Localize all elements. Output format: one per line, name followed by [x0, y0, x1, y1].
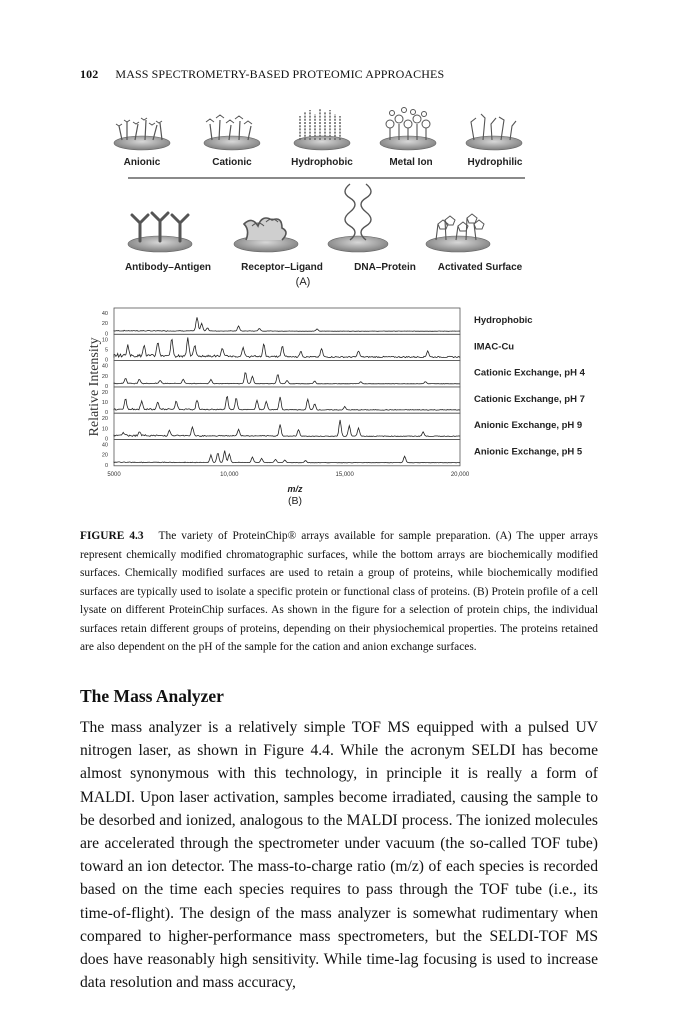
- series-label: Anionic Exchange, pH 5: [474, 446, 583, 458]
- x-tick-label: 15,000: [335, 471, 354, 478]
- chip-label-hydrophilic: Hydrophilic: [467, 157, 523, 168]
- spectrum-panel-frame: [114, 308, 460, 334]
- y-tick-label: 10: [101, 400, 108, 407]
- figure-caption: [80, 527, 598, 657]
- panel-a-tag: (A): [295, 276, 311, 288]
- figure-caption-text: The variety of ProteinChip® arrays available for sample preparation. (A) The upper arrays represent chemically modified chromatographic surfaces, while the bottom arrays are biochemically modified surfaces. Chemically modified surfaces are used to retain a group of proteins, while biochemically modified surfaces are typically used to isolate a specific protein or functional class of proteins. (B) Protein profile of a cell lysate on different ProteinChip surfaces. As shown in the figure for a selection of protein chips, the individual surfaces retain different groups of proteins, depending on their physiochemical properties. The proteins retained are also dependent on the pH of the sample for the cation and anion exchange surfaces.: [80, 530, 598, 653]
- x-tick-label: 20,000: [450, 471, 470, 478]
- chip-label-receptor-ligand: Receptor–Ligand: [241, 262, 323, 273]
- y-tick-label: 20: [101, 452, 108, 459]
- series-label: IMAC-Cu: [474, 341, 515, 353]
- spectrum-line: [114, 420, 460, 437]
- y-axis-label: Relative Intensity: [87, 337, 102, 437]
- x-axis-label: m/z: [287, 483, 303, 494]
- y-tick-label: 20: [101, 373, 108, 380]
- y-tick-label: 0: [104, 383, 108, 390]
- chip-label-dna-protein: DNA–Protein: [354, 262, 416, 273]
- chip-label-anionic: Anionic: [123, 157, 161, 168]
- series-label: Hydrophobic: [474, 315, 533, 326]
- chip-label-antibody-antigen: Antibody–Antigen: [124, 262, 212, 273]
- x-tick-label: 5000: [107, 471, 121, 478]
- y-tick-label: 0: [104, 331, 108, 338]
- y-tick-label: 20: [101, 321, 108, 328]
- body-paragraph: The mass analyzer is a relatively simple TOF MS equipped with a pulsed UV nitrogen laser, as shown in Figure 4.4. While the acronym SELDI has become almost synonymous with this technology, in principle it is really a form of MALDI. Upon laser activation, samples become irradiated, causing the sample to be desorbed and ionized, analogous to the MALDI process. The ionized molecules are accelerated through the spectrometer under vacuum (the so-called TOF tube) toward an ion detector. The mass-to-charge ratio (m/z) of each species is recorded based on the time each species requires to pass through the TOF tube (i.e., its time-of-flight). The design of the mass analyzer is somewhat rudimentary when compared to higher-performance mass spectrometers, but the SELDI-TOF MS does have reasonably high sensitivity. While time-lag focusing is used to increase data resolution and mass accuracy,: [80, 719, 598, 992]
- series-label: Anionic Exchange, pH 9: [474, 420, 583, 432]
- y-tick-label: 0: [104, 462, 108, 469]
- y-tick-label: 40: [101, 363, 108, 370]
- x-tick-label: 10,000: [220, 471, 239, 478]
- y-tick-label: 20: [101, 416, 108, 423]
- chip-label-activated-surface: Activated Surface: [437, 262, 523, 273]
- figure-caption-label: FIGURE 4.3: [80, 530, 144, 542]
- chip-label-cationic: Cationic: [212, 157, 252, 168]
- spectrum-line: [114, 451, 460, 463]
- series-label: Cationic Exchange, pH 4: [474, 367, 585, 379]
- y-tick-label: 0: [104, 436, 108, 443]
- y-tick-label: 20: [101, 389, 108, 396]
- spectrum-line: [114, 397, 460, 411]
- y-tick-label: 0: [104, 357, 108, 364]
- section-title: The Mass Analyzer: [80, 686, 224, 706]
- y-tick-label: 40: [101, 442, 108, 449]
- chip-label-metal-ion: Metal Ion: [389, 157, 433, 168]
- y-tick-label: 10: [101, 426, 108, 433]
- spectrum-line: [114, 317, 460, 331]
- y-tick-label: 40: [101, 311, 108, 317]
- chip-label-hydrophobic: Hydrophobic: [291, 157, 353, 168]
- running-title: MASS SPECTROMETRY-BASED PROTEOMIC APPROACHES: [115, 67, 445, 81]
- y-tick-label: 10: [101, 337, 108, 344]
- y-tick-label: 5: [104, 347, 108, 354]
- spectrum-line: [114, 337, 460, 357]
- y-tick-label: 0: [104, 410, 108, 417]
- panel-b-tag: (B): [288, 494, 302, 507]
- spectrum-line: [114, 373, 460, 384]
- page-number: 102: [80, 67, 99, 81]
- series-label: Cationic Exchange, pH 7: [474, 393, 585, 405]
